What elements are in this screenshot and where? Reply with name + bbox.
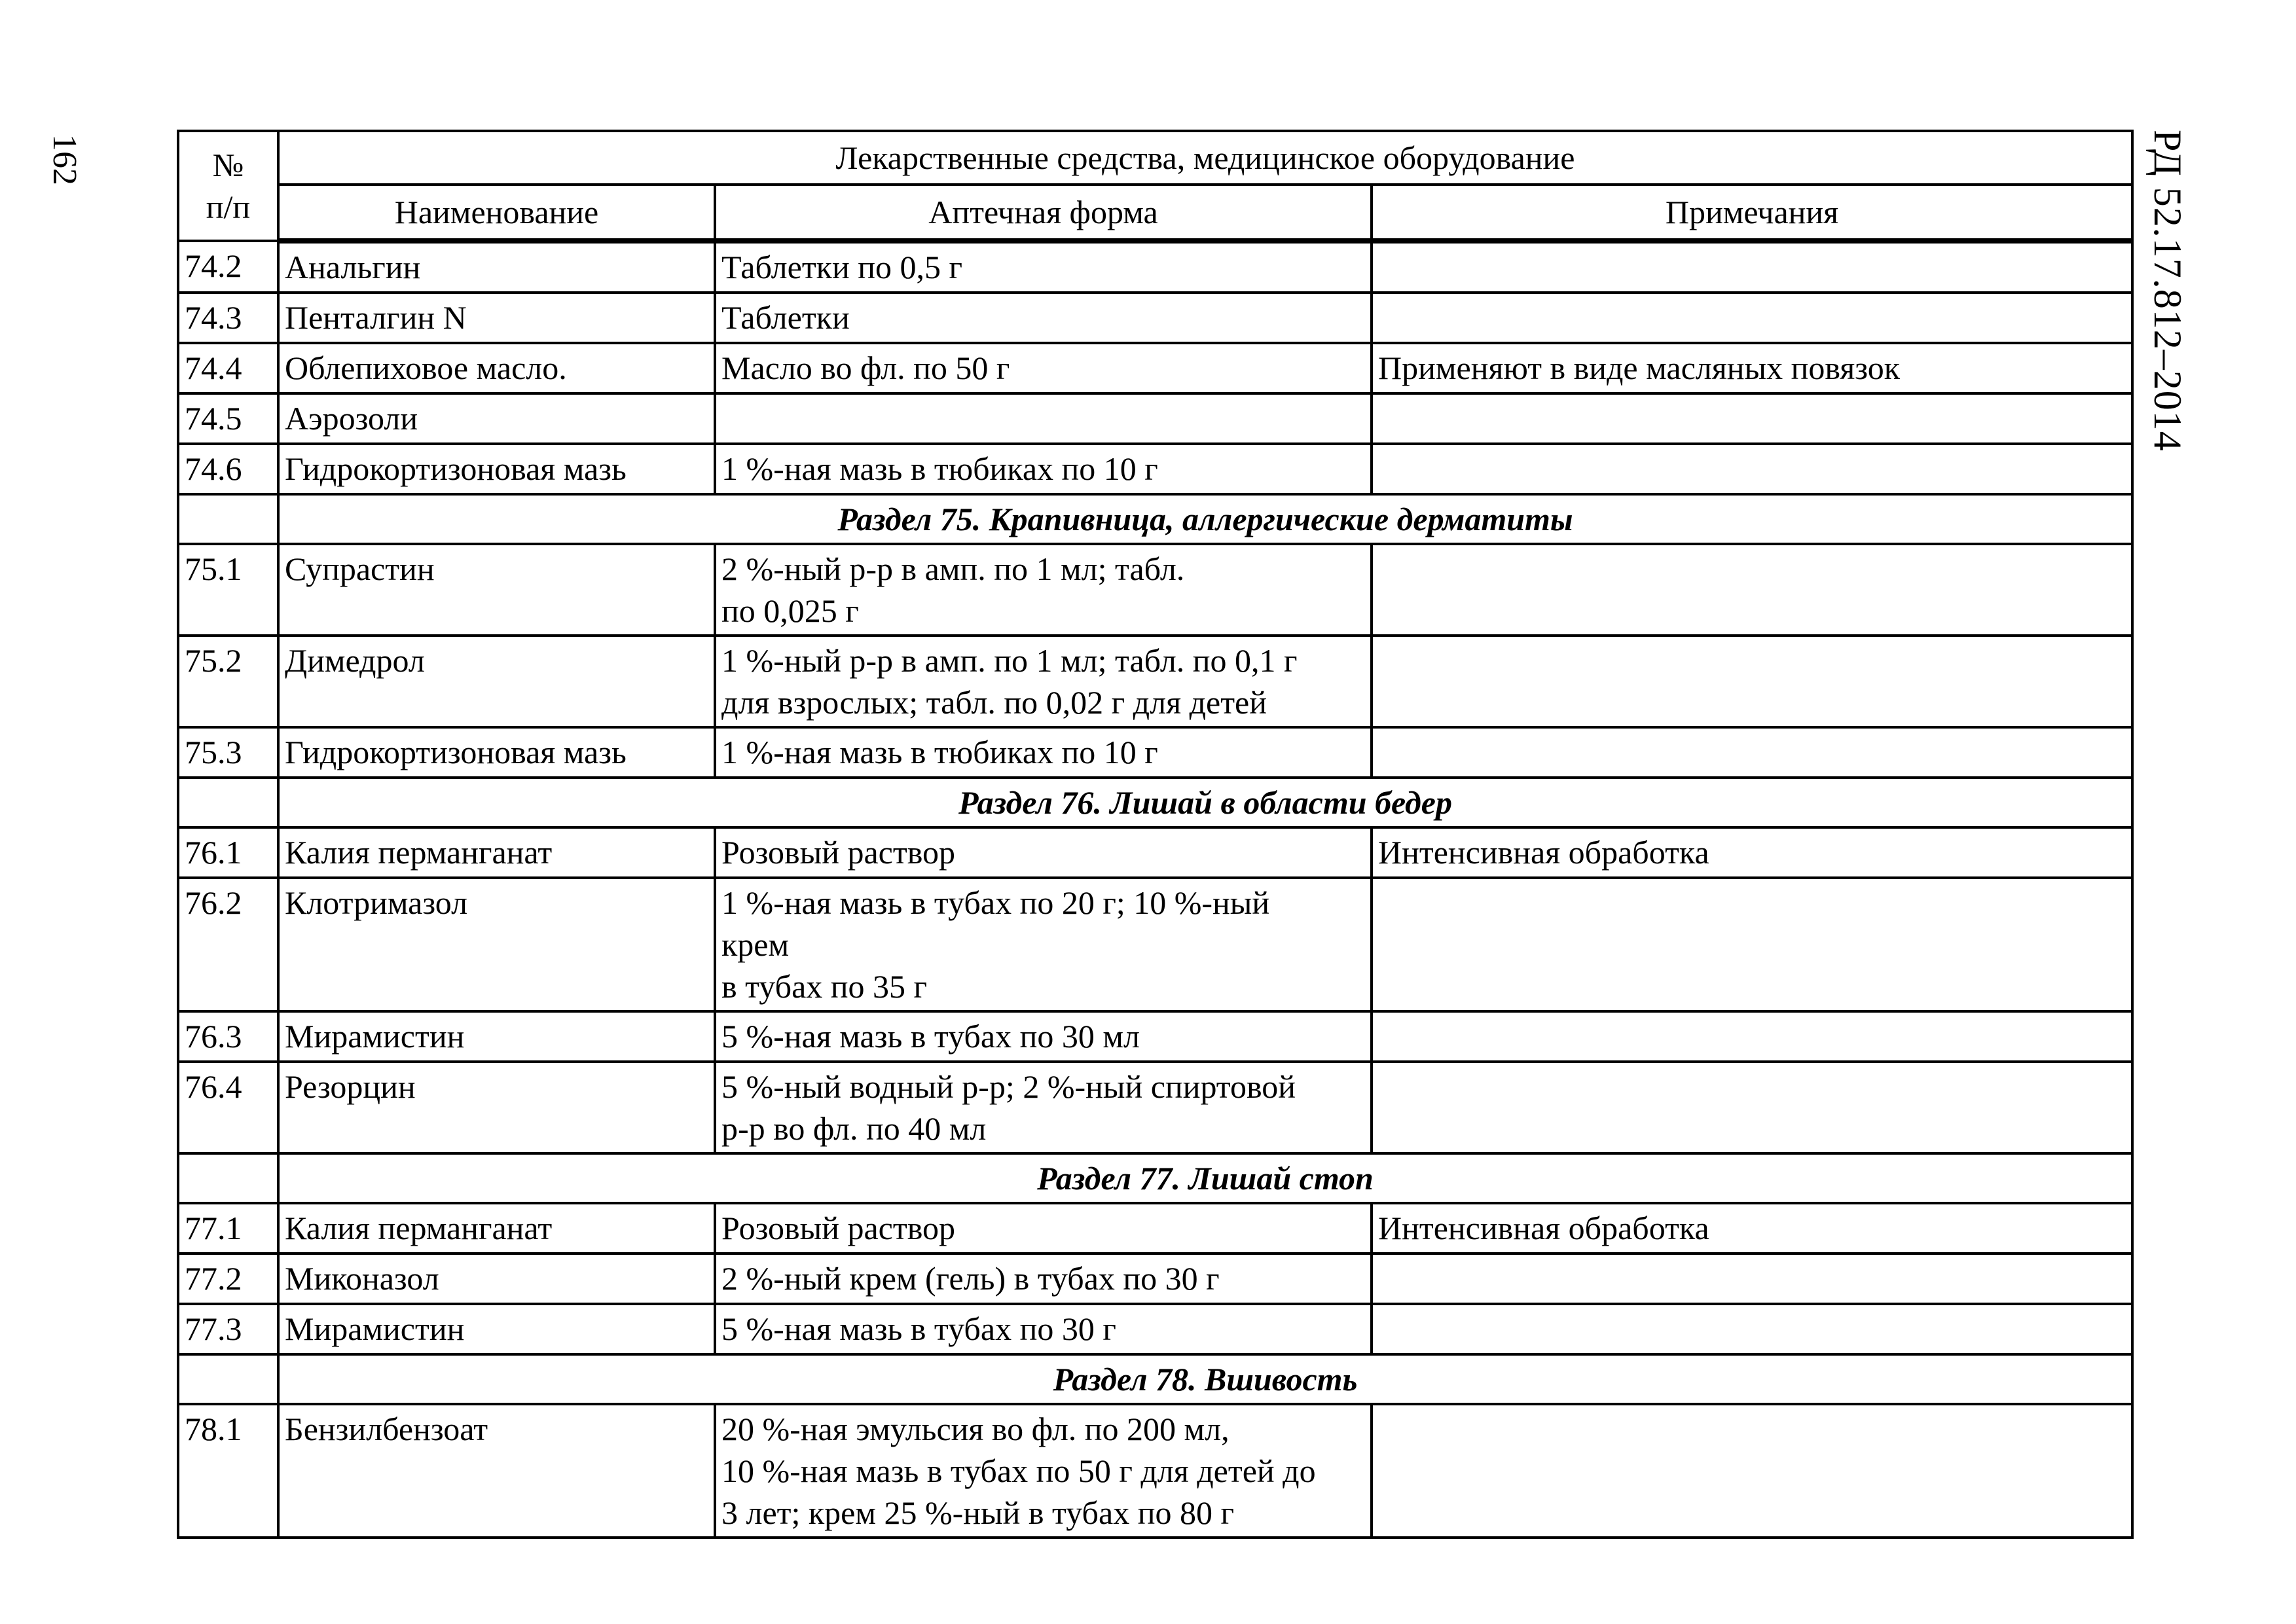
medication-name: Гидрокортизоновая мазь [278, 727, 715, 778]
note: Интенсивная обработка [1372, 827, 2132, 878]
dosage-form [715, 241, 1372, 293]
dosage-form [715, 393, 1372, 444]
header-form: Аптечная форма [715, 185, 1372, 241]
note: Применяют в виде масляных повязок [1372, 343, 2132, 393]
dosage-form-line: крем [721, 926, 790, 963]
medication-name: Аэрозоли [278, 393, 715, 444]
note [1372, 544, 2132, 636]
row-number: 76.1 [178, 827, 278, 878]
table-row [178, 1254, 2132, 1304]
section-row [178, 1153, 2132, 1203]
header-number-column [178, 131, 278, 241]
dosage-form [715, 343, 1372, 393]
note: Интенсивная обработка [1372, 1203, 2132, 1254]
dosage-form [715, 636, 1372, 727]
row-number: 76.3 [178, 1011, 278, 1062]
dosage-form-line: для взрослых; табл. по 0,02 г для детей [721, 684, 1267, 721]
dosage-form-line: 1 %-ная мазь в тюбиках по 10 г [721, 450, 1158, 487]
table-row [178, 636, 2132, 727]
dosage-form-line: 5 %-ная мазь в тубах по 30 мл [721, 1018, 1140, 1055]
row-number: 77.2 [178, 1254, 278, 1304]
note [1372, 1304, 2132, 1354]
dosage-form-line: Таблетки по 0,5 г [721, 249, 962, 285]
section-title: Раздел 78. Вшивость [278, 1354, 2132, 1404]
dosage-form [715, 293, 1372, 343]
note [1372, 1254, 2132, 1304]
dosage-form-line: в тубах по 35 г [721, 968, 928, 1005]
medication-name: Бензилбензоат [278, 1404, 715, 1538]
section-title: Раздел 76. Лишай в области бедер [278, 778, 2132, 827]
table-row [178, 1203, 2132, 1254]
medication-name: Клотримазол [278, 878, 715, 1011]
table-row [178, 878, 2132, 1011]
note [1372, 241, 2132, 293]
section-number-cell [178, 1354, 278, 1404]
table-row [178, 293, 2132, 343]
dosage-form [715, 1254, 1372, 1304]
row-number: 78.1 [178, 1404, 278, 1538]
dosage-form [715, 1203, 1372, 1254]
dosage-form-line: р-р во фл. по 40 мл [721, 1110, 987, 1147]
header-note: Примечания [1372, 185, 2132, 241]
table-row [178, 444, 2132, 494]
table-row [178, 727, 2132, 778]
note [1372, 293, 2132, 343]
dosage-form-line: 5 %-ный водный р-р; 2 %-ный спиртовой [721, 1068, 1296, 1105]
header-group-title: Лекарственные средства, медицинское оборудование [278, 131, 2132, 185]
note [1372, 1404, 2132, 1538]
dosage-form [715, 727, 1372, 778]
dosage-form-line: 1 %-ная мазь в тюбиках по 10 г [721, 734, 1158, 770]
header-number-abbrev: п/п [206, 189, 251, 225]
note [1372, 727, 2132, 778]
dosage-form [715, 544, 1372, 636]
row-number: 75.3 [178, 727, 278, 778]
row-number: 74.5 [178, 393, 278, 444]
medication-name: Мирамистин [278, 1304, 715, 1354]
dosage-form-line: по 0,025 г [721, 592, 859, 629]
document-code: РД 52.17.812–2014 [2146, 130, 2189, 452]
table-row [178, 827, 2132, 878]
table-row [178, 1404, 2132, 1538]
dosage-form-line: 2 %-ный крем (гель) в тубах по 30 г [721, 1260, 1220, 1297]
section-title: Раздел 77. Лишай стоп [278, 1153, 2132, 1203]
medication-name: Пенталгин N [278, 293, 715, 343]
medication-name: Облепиховое масло. [278, 343, 715, 393]
row-number: 77.3 [178, 1304, 278, 1354]
header-name: Наименование [278, 185, 715, 241]
table-row [178, 1304, 2132, 1354]
medication-name: Гидрокортизоновая мазь [278, 444, 715, 494]
dosage-form-line: 1 %-ная мазь в тубах по 20 г; 10 %-ный [721, 884, 1270, 921]
medication-name: Миконазол [278, 1254, 715, 1304]
dosage-form-line: 20 %-ная эмульсия во фл. по 200 мл, [721, 1411, 1230, 1447]
dosage-form [715, 1011, 1372, 1062]
dosage-form-line: Розовый раствор [721, 1210, 955, 1246]
dosage-form-line: Масло во фл. по 50 г [721, 350, 1010, 386]
section-number-cell [178, 494, 278, 544]
section-title: Раздел 75. Крапивница, аллергические дерматиты [278, 494, 2132, 544]
table-row [178, 1011, 2132, 1062]
section-number-cell [178, 1153, 278, 1203]
section-row [178, 778, 2132, 827]
dosage-form-line: Розовый раствор [721, 834, 955, 871]
row-number: 74.6 [178, 444, 278, 494]
table-body [178, 241, 2132, 1538]
dosage-form-line: 10 %-ная мазь в тубах по 50 г для детей до [721, 1453, 1316, 1489]
section-row [178, 494, 2132, 544]
dosage-form [715, 878, 1372, 1011]
table-row [178, 1062, 2132, 1153]
dosage-form-line: 5 %-ная мазь в тубах по 30 г [721, 1310, 1116, 1347]
medication-name: Анальгин [278, 241, 715, 293]
medication-name: Димедрол [278, 636, 715, 727]
dosage-form [715, 1304, 1372, 1354]
medication-name: Калия перманганат [278, 1203, 715, 1254]
dosage-form-line: Таблетки [721, 299, 850, 336]
dosage-form [715, 1062, 1372, 1153]
row-number: 75.2 [178, 636, 278, 727]
dosage-form-line: 2 %-ный р-р в амп. по 1 мл; табл. [721, 550, 1185, 587]
medication-name: Калия перманганат [278, 827, 715, 878]
dosage-form [715, 1404, 1372, 1538]
row-number: 74.3 [178, 293, 278, 343]
note [1372, 1011, 2132, 1062]
row-number: 76.4 [178, 1062, 278, 1153]
note [1372, 1062, 2132, 1153]
note [1372, 444, 2132, 494]
note [1372, 636, 2132, 727]
medication-table [177, 130, 2134, 1539]
row-number: 77.1 [178, 1203, 278, 1254]
dosage-form-line: 3 лет; крем 25 %-ный в тубах по 80 г [721, 1494, 1234, 1531]
row-number: 76.2 [178, 878, 278, 1011]
note [1372, 393, 2132, 444]
section-row [178, 1354, 2132, 1404]
medication-name: Резорцин [278, 1062, 715, 1153]
section-number-cell [178, 778, 278, 827]
dosage-form [715, 827, 1372, 878]
dosage-form-line: 1 %-ный р-р в амп. по 1 мл; табл. по 0,1 г [721, 642, 1298, 679]
note [1372, 878, 2132, 1011]
table-row [178, 343, 2132, 393]
dosage-form [715, 444, 1372, 494]
table-row [178, 241, 2132, 293]
table-row [178, 393, 2132, 444]
header-number-symbol: № [212, 147, 244, 183]
row-number: 75.1 [178, 544, 278, 636]
table-row [178, 544, 2132, 636]
row-number: 74.2 [178, 241, 278, 293]
row-number: 74.4 [178, 343, 278, 393]
medication-name: Мирамистин [278, 1011, 715, 1062]
medication-name: Супрастин [278, 544, 715, 636]
page-number: 162 [46, 134, 83, 185]
